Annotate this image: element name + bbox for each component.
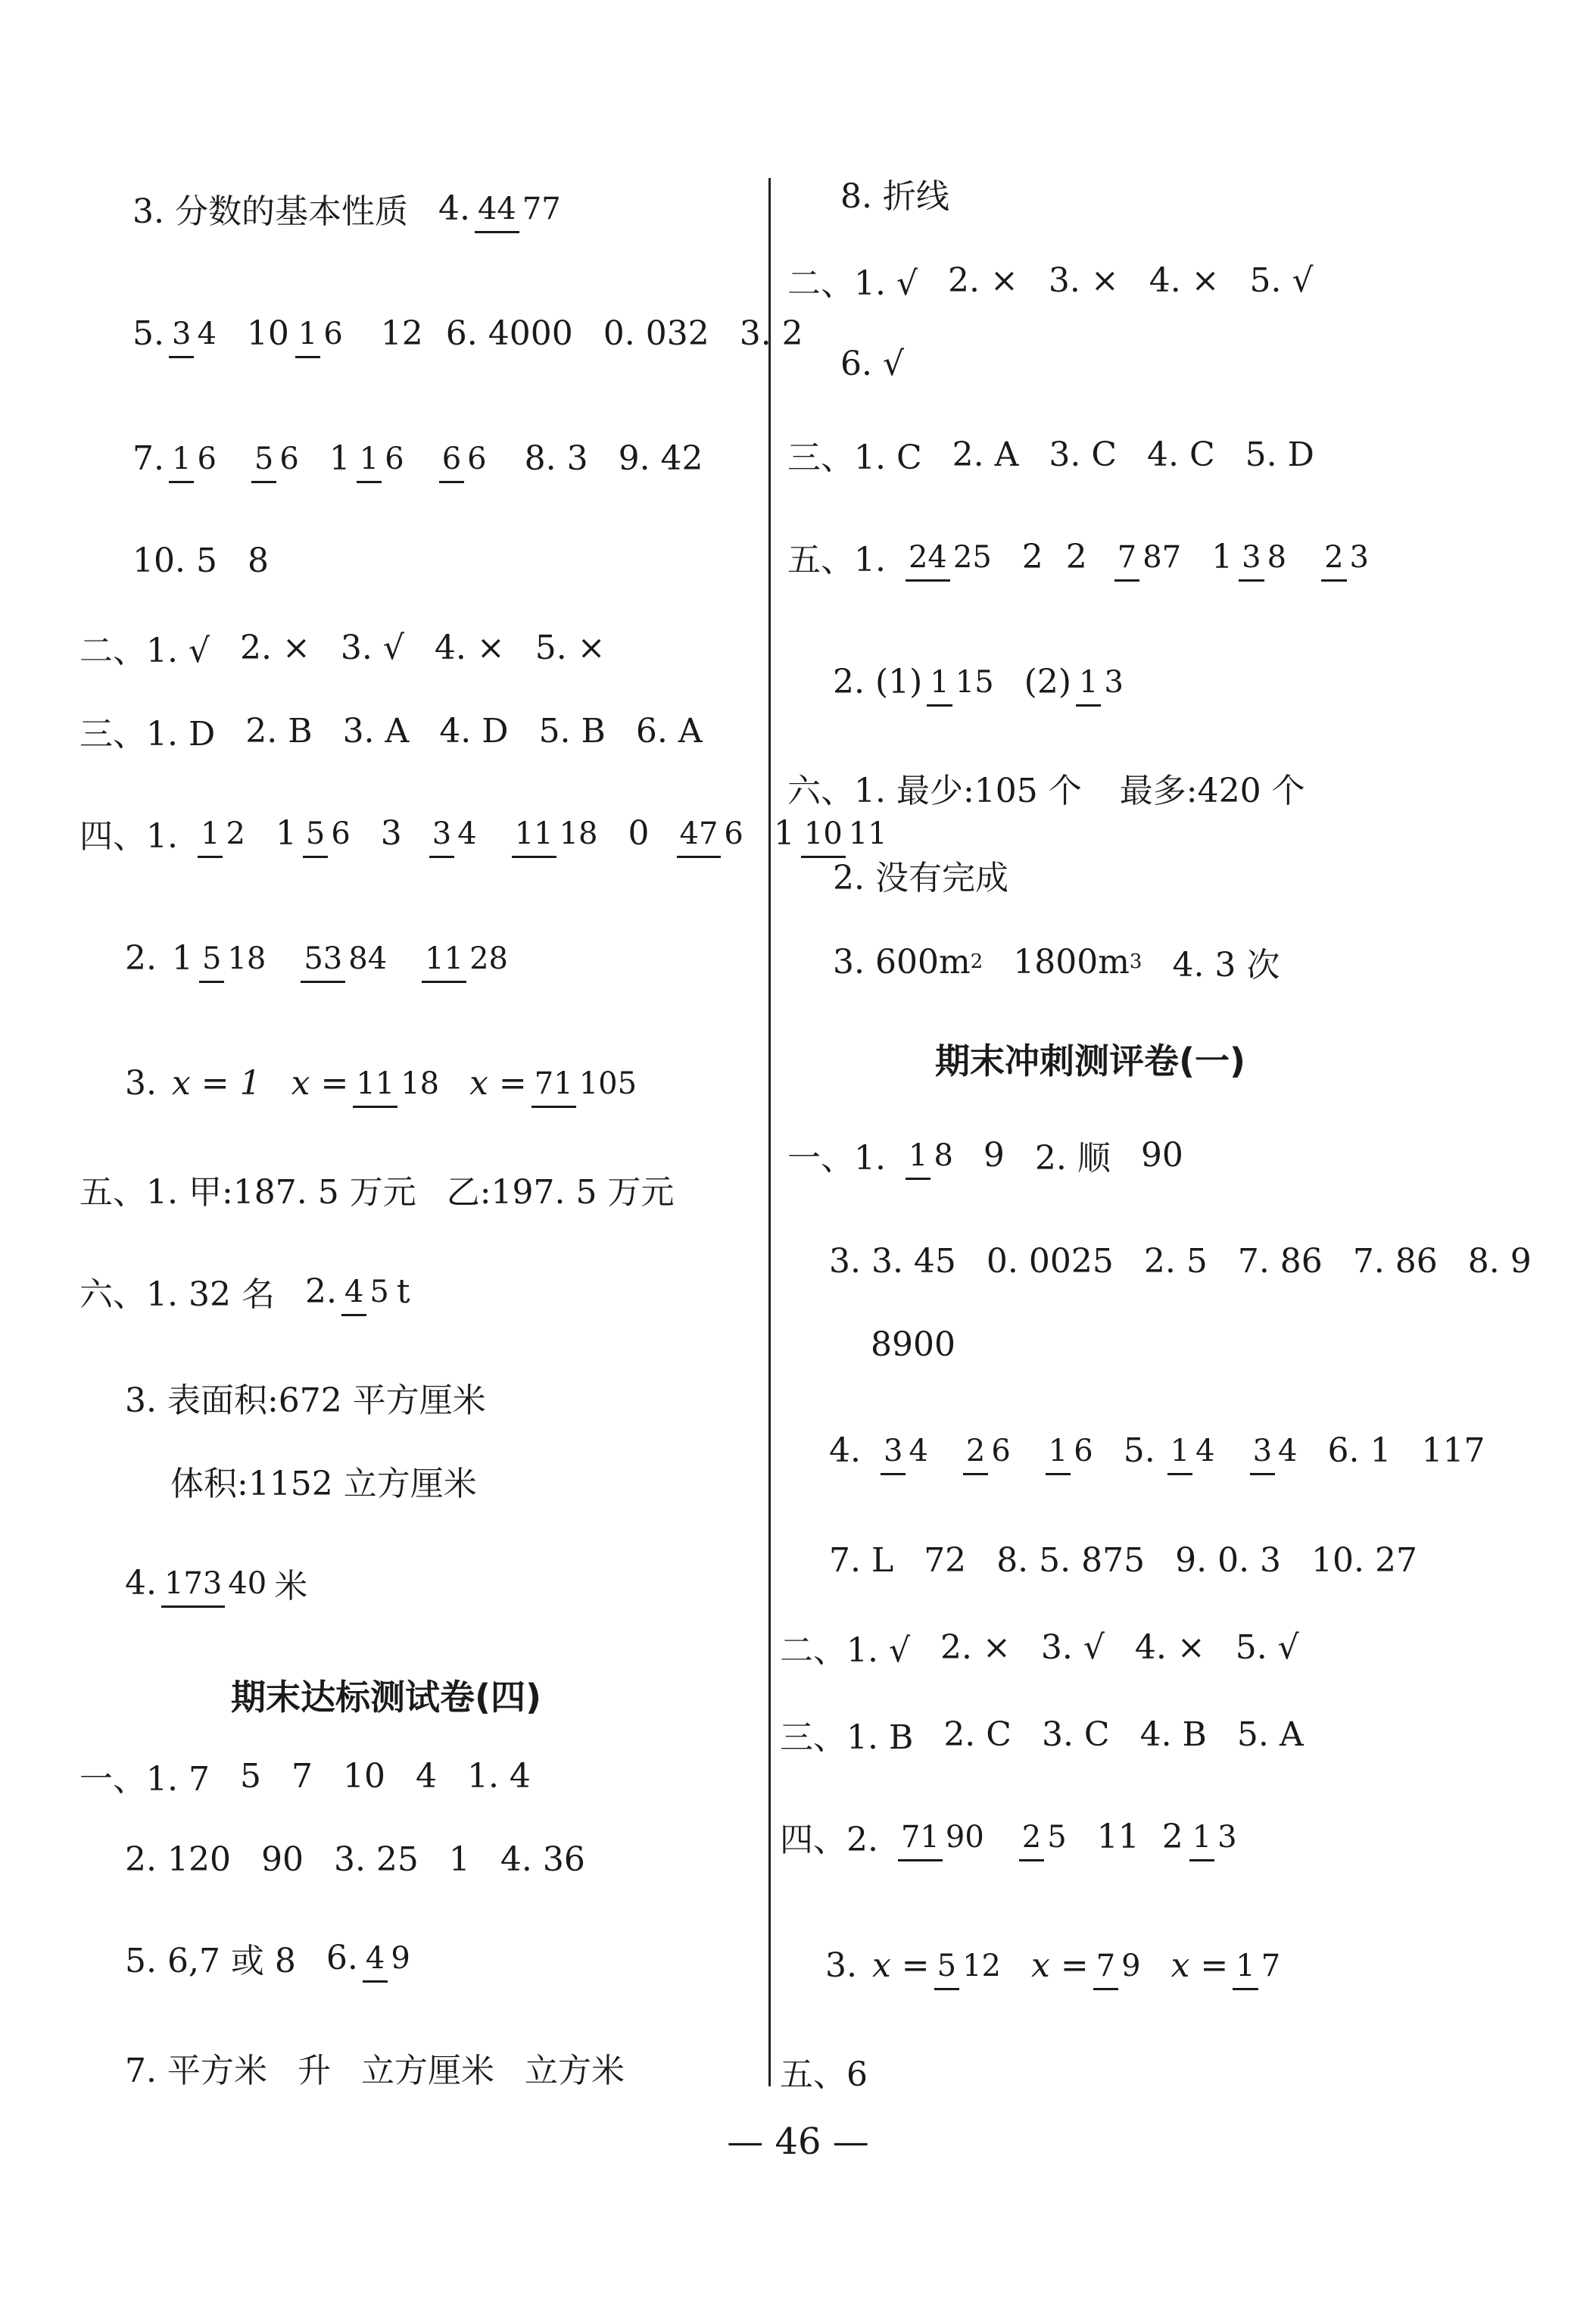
answer-line: 6. √ — [840, 344, 905, 383]
fraction — [251, 442, 302, 475]
answer-line: 5. 3 4 10 1 6 12 6. 4000 0. 032 3. 2 — [132, 292, 803, 375]
fraction — [363, 1941, 413, 1974]
denominator: 4 — [1195, 1434, 1215, 1468]
fraction — [439, 442, 490, 475]
fraction — [934, 1949, 1004, 1982]
answer-line: 3. 分数的基本性质 4. 44 77 — [132, 167, 569, 250]
answer-line: 二、1. √ 2. × 3. × 4. × 5. √ — [787, 261, 1314, 303]
answer-line: 7. L 72 8. 5. 875 9. 0. 3 10. 27 — [829, 1540, 1417, 1580]
fraction — [303, 816, 354, 850]
numerator: 5 — [251, 442, 276, 483]
answer-line: 六、1. 最少:105 个 最多:420 个 — [787, 772, 1305, 810]
answer-line: 三、1. D 2. B 3. A 4. D 5. B 6. A — [79, 711, 703, 754]
denominator: 3 — [1349, 540, 1369, 575]
answer-line: 2. (1) 1 15 (2) 1 3 — [833, 640, 1131, 723]
numerator: 10 — [801, 816, 846, 858]
fraction — [301, 941, 390, 975]
numerator: 1 — [198, 816, 223, 858]
fraction — [906, 540, 995, 573]
fraction — [1046, 1434, 1096, 1467]
denominator: 18 — [401, 1066, 440, 1101]
denominator: 4 — [909, 1434, 928, 1468]
numerator: 11 — [422, 941, 466, 983]
fraction — [475, 192, 564, 225]
answer-line: 3. 3. 45 0. 0025 2. 5 7. 86 7. 86 8. 9 — [829, 1241, 1532, 1281]
denominator: 6 — [197, 442, 217, 476]
answer-line: 4. 173 40 米 — [125, 1541, 307, 1624]
numerator: 7 — [1093, 1949, 1118, 1990]
denominator: 6 — [279, 442, 299, 476]
fraction — [1233, 1949, 1283, 1982]
numerator: 5 — [934, 1949, 959, 1990]
numerator: 3 — [169, 317, 194, 358]
fraction — [422, 941, 511, 975]
numerator: 11 — [512, 816, 556, 858]
answer-line: 3. x = 1 x = 11 18 x = 71 105 — [125, 1041, 644, 1125]
denominator: 6 — [1074, 1434, 1093, 1468]
denominator: 9 — [391, 1941, 410, 1976]
fraction — [198, 816, 248, 850]
numerator: 3 — [429, 816, 454, 858]
denominator: 12 — [962, 1949, 1002, 1983]
numerator: 3 — [1239, 540, 1264, 582]
fraction — [906, 1138, 956, 1172]
fraction — [161, 1566, 270, 1599]
fraction — [357, 442, 407, 475]
answer-line: 二、1. √ 2. × 3. √ 4. × 5. × — [79, 628, 606, 670]
denominator: 8 — [1267, 540, 1287, 575]
column-divider — [768, 178, 771, 2086]
denominator: 5 — [1047, 1820, 1067, 1855]
denominator: 15 — [955, 665, 994, 700]
denominator: 84 — [348, 941, 388, 976]
answer-line: 体积:1152 立方厘米 — [170, 1465, 477, 1503]
denominator: 9 — [1121, 1949, 1141, 1983]
fraction — [199, 941, 269, 975]
numerator: 1 — [1076, 665, 1101, 707]
denominator: 6 — [991, 1434, 1011, 1468]
numerator: 2 — [963, 1434, 988, 1475]
fraction — [531, 1066, 640, 1100]
answer-line: 四、1. 1 2 1 5 6 3 3 4 11 18 0 47 6 1 10 11 — [79, 791, 895, 875]
numerator: 5 — [199, 941, 224, 983]
answer-line: 3. 表面积:672 平方厘米 — [125, 1381, 486, 1420]
denominator: 2 — [226, 816, 245, 851]
denominator: 18 — [559, 816, 598, 851]
denominator: 87 — [1142, 540, 1182, 575]
denominator: 4 — [1278, 1434, 1298, 1468]
denominator: 11 — [848, 816, 887, 851]
denominator: 77 — [522, 192, 561, 226]
answer-line: 三、1. B 2. C 3. C 4. B 5. A — [780, 1715, 1304, 1757]
numerator: 6 — [439, 442, 464, 483]
page-number: — 46 — — [727, 2120, 869, 2163]
numerator: 2 — [1321, 540, 1346, 582]
answer-line: 3. 600m 2 1800m 3 4. 3 次 — [833, 942, 1280, 984]
numerator: 1 — [169, 442, 194, 483]
denominator: 6 — [323, 317, 343, 351]
fraction — [927, 665, 996, 698]
answer-line: 五、1. 甲:187. 5 万元 乙:197. 5 万元 — [79, 1173, 675, 1212]
numerator: 5 — [303, 816, 328, 858]
numerator: 4 — [341, 1275, 366, 1316]
answer-line: 2. 没有完成 — [833, 859, 1008, 897]
denominator: 3 — [1104, 665, 1124, 700]
denominator: 18 — [227, 941, 267, 976]
answer-line: 4. 3 4 2 6 1 6 5. 1 4 3 4 6. 1 117 — [829, 1409, 1485, 1492]
fraction — [353, 1066, 442, 1100]
fraction — [1239, 540, 1289, 573]
answer-line: 8900 — [871, 1325, 955, 1364]
answer-line: 3. x = 5 12 x = 7 9 x = 1 7 — [825, 1924, 1288, 2007]
numerator: 1 — [1167, 1434, 1192, 1475]
numerator: 2 — [1019, 1820, 1044, 1861]
fraction — [169, 317, 220, 350]
fraction — [1114, 540, 1184, 573]
answer-line: 7. 1 6 5 6 1 1 6 6 6 8. 3 9. 42 — [132, 417, 703, 500]
answer-line: 10. 5 8 — [132, 541, 269, 580]
numerator: 44 — [475, 192, 519, 233]
answer-line: 三、1. C 2. A 3. C 4. C 5. D — [787, 435, 1314, 477]
numerator: 1 — [927, 665, 952, 707]
denominator: 90 — [945, 1820, 984, 1855]
numerator: 3 — [1250, 1434, 1275, 1475]
numerator: 3 — [881, 1434, 906, 1475]
denominator: 6 — [724, 816, 743, 851]
answer-line: 7. 平方米 升 立方厘米 立方米 — [125, 2052, 625, 2090]
denominator: 7 — [1261, 1949, 1281, 1983]
fraction — [169, 442, 220, 475]
numerator: 1 — [1046, 1434, 1071, 1475]
answer-line: 四、2. 71 90 2 5 11 2 1 3 — [780, 1795, 1245, 1878]
answer-line: 五、6 — [780, 2055, 868, 2094]
numerator: 1 — [1233, 1949, 1258, 1990]
denominator: 4 — [197, 317, 217, 351]
answer-line: 一、1. 1 8 9 2. 顺 90 — [787, 1113, 1183, 1197]
numerator: 71 — [531, 1066, 576, 1108]
denominator: 8 — [934, 1138, 953, 1173]
answer-line: 六、1. 32 名 2. 4 5 t — [79, 1250, 410, 1333]
fraction — [1093, 1949, 1144, 1982]
answer-line: 5. 6,7 或 8 6. 4 9 — [125, 1916, 418, 1999]
numerator: 1 — [357, 442, 382, 483]
numerator: 1 — [906, 1138, 930, 1180]
denominator: 6 — [467, 442, 487, 476]
fraction — [677, 816, 747, 850]
fraction — [341, 1275, 392, 1308]
fraction — [1076, 665, 1127, 698]
denominator: 6 — [331, 816, 351, 851]
numerator: 1 — [1189, 1820, 1214, 1861]
answer-line: 2. 1 5 18 53 84 11 28 — [125, 916, 516, 1000]
fraction — [963, 1434, 1014, 1467]
numerator: 173 — [161, 1566, 225, 1608]
fraction — [1250, 1434, 1301, 1467]
fraction — [295, 317, 346, 350]
fraction — [512, 816, 601, 850]
numerator: 71 — [898, 1820, 943, 1861]
numerator: 53 — [301, 941, 345, 983]
denominator: 28 — [469, 941, 508, 976]
denominator: 25 — [952, 540, 992, 575]
denominator: 5 — [369, 1275, 389, 1309]
denominator: 105 — [578, 1066, 637, 1101]
denominator: 40 — [228, 1566, 267, 1601]
fraction — [1321, 540, 1372, 573]
answer-line: 一、1. 7 5 7 10 4 1. 4 — [79, 1756, 531, 1799]
denominator: 4 — [457, 816, 477, 851]
numerator: 4 — [363, 1941, 388, 1983]
fraction — [898, 1820, 987, 1853]
answer-line: 二、1. √ 2. × 3. √ 4. × 5. √ — [780, 1627, 1299, 1670]
section-title: 期末冲刺测评卷(一) — [935, 1041, 1246, 1081]
numerator: 7 — [1114, 540, 1139, 582]
section-title: 期末达标测试卷(四) — [231, 1677, 542, 1718]
fraction — [1019, 1820, 1070, 1853]
numerator: 24 — [906, 540, 950, 582]
fraction — [1167, 1434, 1218, 1467]
denominator: 6 — [385, 442, 404, 476]
numerator: 1 — [295, 317, 320, 358]
fraction — [1189, 1820, 1240, 1853]
answer-line: 五、1. 24 25 2 2 7 87 1 3 8 2 3 — [787, 515, 1376, 598]
answer-line: 2. 120 90 3. 25 1 4. 36 — [125, 1839, 585, 1879]
denominator: 3 — [1217, 1820, 1237, 1855]
numerator: 11 — [353, 1066, 397, 1108]
numerator: 47 — [677, 816, 722, 858]
fraction — [429, 816, 480, 850]
answer-line: 8. 折线 — [840, 177, 949, 216]
fraction — [881, 1434, 931, 1467]
